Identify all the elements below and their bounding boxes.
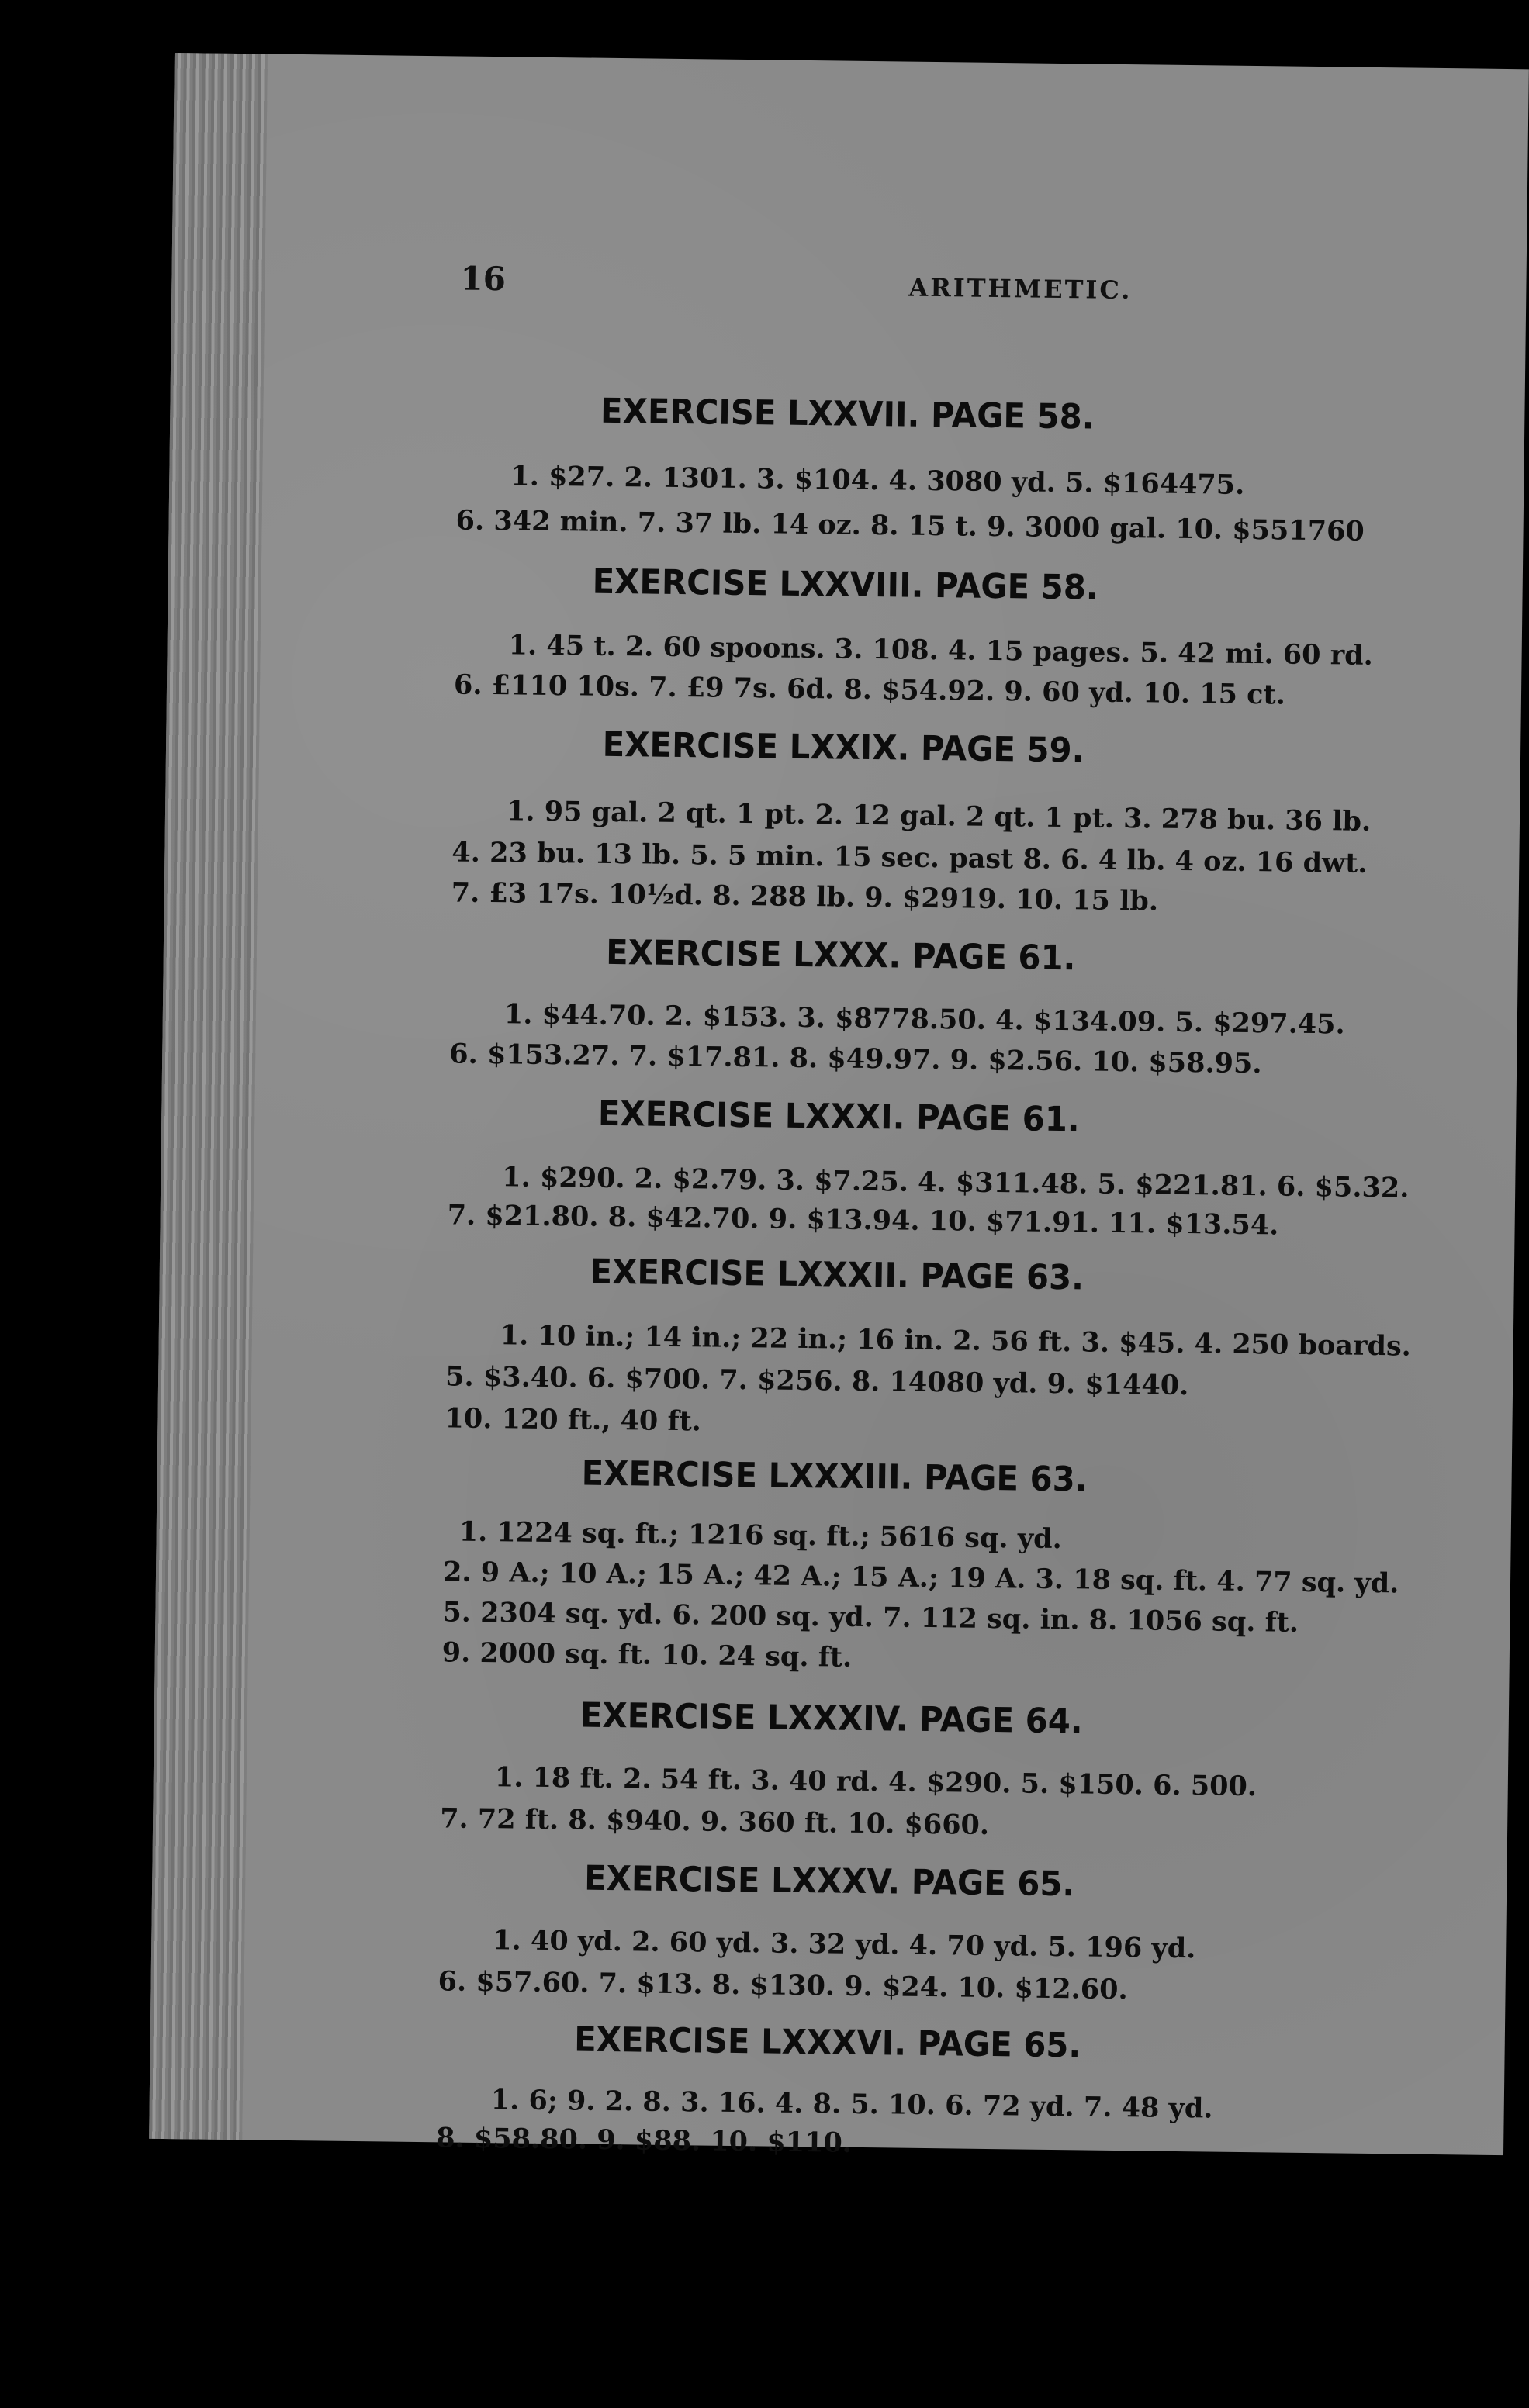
answer-line: 7. £3 17s. 10½d. 8. 288 lb. 9. $2919. 10. 15 lb. [451, 876, 1159, 917]
answer-line: 1. 10 in.; 14 in.; 22 in.; 16 in. 2. 56 ft. 3. $45. 4. 250 boards. [500, 1319, 1412, 1363]
exercise-block [166, 720, 1520, 917]
exercise-block [157, 1449, 1512, 1674]
answer-line: 2. 9 A.; 10 A.; 15 A.; 42 A.; 15 A.; 19 A. 3. 18 sq. ft. 4. 77 sq. yd. [442, 1556, 1399, 1600]
exercise-title: EXERCISE LXXXV. PAGE 65. [583, 1858, 1075, 1905]
exercise-title: EXERCISE LXXVII. PAGE 58. [600, 391, 1095, 437]
answer-line: 8. $58.80. 9. $88. 10. $110. [435, 2122, 853, 2159]
exercise-title: EXERCISE LXXVIII. PAGE 58. [592, 561, 1099, 608]
exercise-title: EXERCISE LXXXI. PAGE 61. [597, 1093, 1081, 1140]
answer-line: 1. 95 gal. 2 qt. 1 pt. 2. 12 gal. 2 qt. 1 pt. 3. 278 bu. 36 lb. [506, 795, 1372, 838]
answer-line: 9. 2000 sq. ft. 10. 24 sq. ft. [441, 1636, 853, 1674]
page-number: 16 [460, 259, 507, 299]
answer-line: 6. $57.60. 7. $13. 8. $130. 9. $24. 10. $12.60. [438, 1965, 1128, 2006]
answer-line: 5. $3.40. 6. $700. 7. $256. 8. 14080 yd. 9. $1440. [445, 1360, 1189, 1402]
exercise-title: EXERCISE LXXXIII. PAGE 63. [581, 1453, 1088, 1500]
answer-line: 1. 1224 sq. ft.; 1216 sq. ft.; 5616 sq. yd. [458, 1515, 1063, 1556]
exercise-block [164, 928, 1518, 1080]
exercise-block [154, 1691, 1509, 1841]
answer-line: 1. 6; 9. 2. 8. 3. 16. 4. 8. 5. 10. 6. 72 yd. 7. 48 yd. [490, 2084, 1213, 2125]
answer-line: 1. $290. 2. $2.79. 3. $7.25. 4. $311.48. 5. $221.81. 6. $5.32. [502, 1161, 1410, 1204]
answer-line: 1. $27. 2. 1301. 3. $104. 4. 3080 yd. 5. $164475. [510, 460, 1245, 501]
exercise-title: EXERCISE LXXX. PAGE 61. [605, 932, 1076, 979]
answer-line: 1. 45 t. 2. 60 spoons. 3. 108. 4. 15 pages. 5. 42 mi. 60 rd. [508, 629, 1374, 672]
answer-line: 7. 72 ft. 8. $940. 9. 360 ft. 10. $660. [439, 1802, 990, 1841]
answer-line: 5. 2304 sq. yd. 6. 200 sq. yd. 7. 112 sq. in. 8. 1056 sq. ft. [442, 1596, 1299, 1639]
answer-line: 7. $21.80. 8. $42.70. 9. $13.94. 10. $71.91. 11. $13.54. [447, 1199, 1279, 1242]
answer-line: 1. $44.70. 2. $153. 3. $8778.50. 4. $134.09. 5. $297.45. [503, 998, 1345, 1041]
answer-line: 6. $153.27. 7. $17.81. 8. $49.97. 9. $2.56. 10. $58.95. [449, 1038, 1262, 1080]
answer-line: 6. 342 min. 7. 37 lb. 14 oz. 8. 15 t. 9. 3000 gal. 10. $551760 [455, 504, 1365, 548]
exercise-block [168, 557, 1523, 711]
exercise-block [162, 1089, 1517, 1242]
exercise-title: EXERCISE LXXXVI. PAGE 65. [573, 2019, 1081, 2066]
answer-line: 1. 40 yd. 2. 60 yd. 3. 32 yd. 4. 70 yd. 5. 196 yd. [493, 1924, 1196, 1965]
book-page [149, 53, 1529, 2159]
exercise-block [160, 1247, 1514, 1438]
page-content [149, 53, 1529, 2159]
exercise-title: EXERCISE LXXXII. PAGE 63. [590, 1252, 1084, 1298]
running-title: ARITHMETIC. [908, 272, 1133, 306]
answer-line: 10. 120 ft., 40 ft. [445, 1402, 702, 1438]
answer-line: 6. £110 10s. 7. £9 7s. 6d. 8. $54.92. 9. 60 yd. 10. 15 ct. [453, 669, 1286, 711]
exercise-block [150, 2015, 1505, 2159]
exercise-title: EXERCISE LXXXIV. PAGE 64. [579, 1695, 1084, 1742]
exercise-title: EXERCISE LXXIX. PAGE 59. [602, 724, 1084, 771]
answer-line: 1. 18 ft. 2. 54 ft. 3. 40 rd. 4. $290. 5. $150. 6. 500. [494, 1761, 1257, 1803]
exercise-block [153, 1854, 1507, 2006]
answer-line: 4. 23 bu. 13 lb. 5. 5 min. 15 sec. past 8. 6. 4 lb. 4 oz. 16 dwt. [451, 836, 1368, 879]
exercise-block [171, 386, 1525, 548]
page-header [171, 256, 1527, 319]
